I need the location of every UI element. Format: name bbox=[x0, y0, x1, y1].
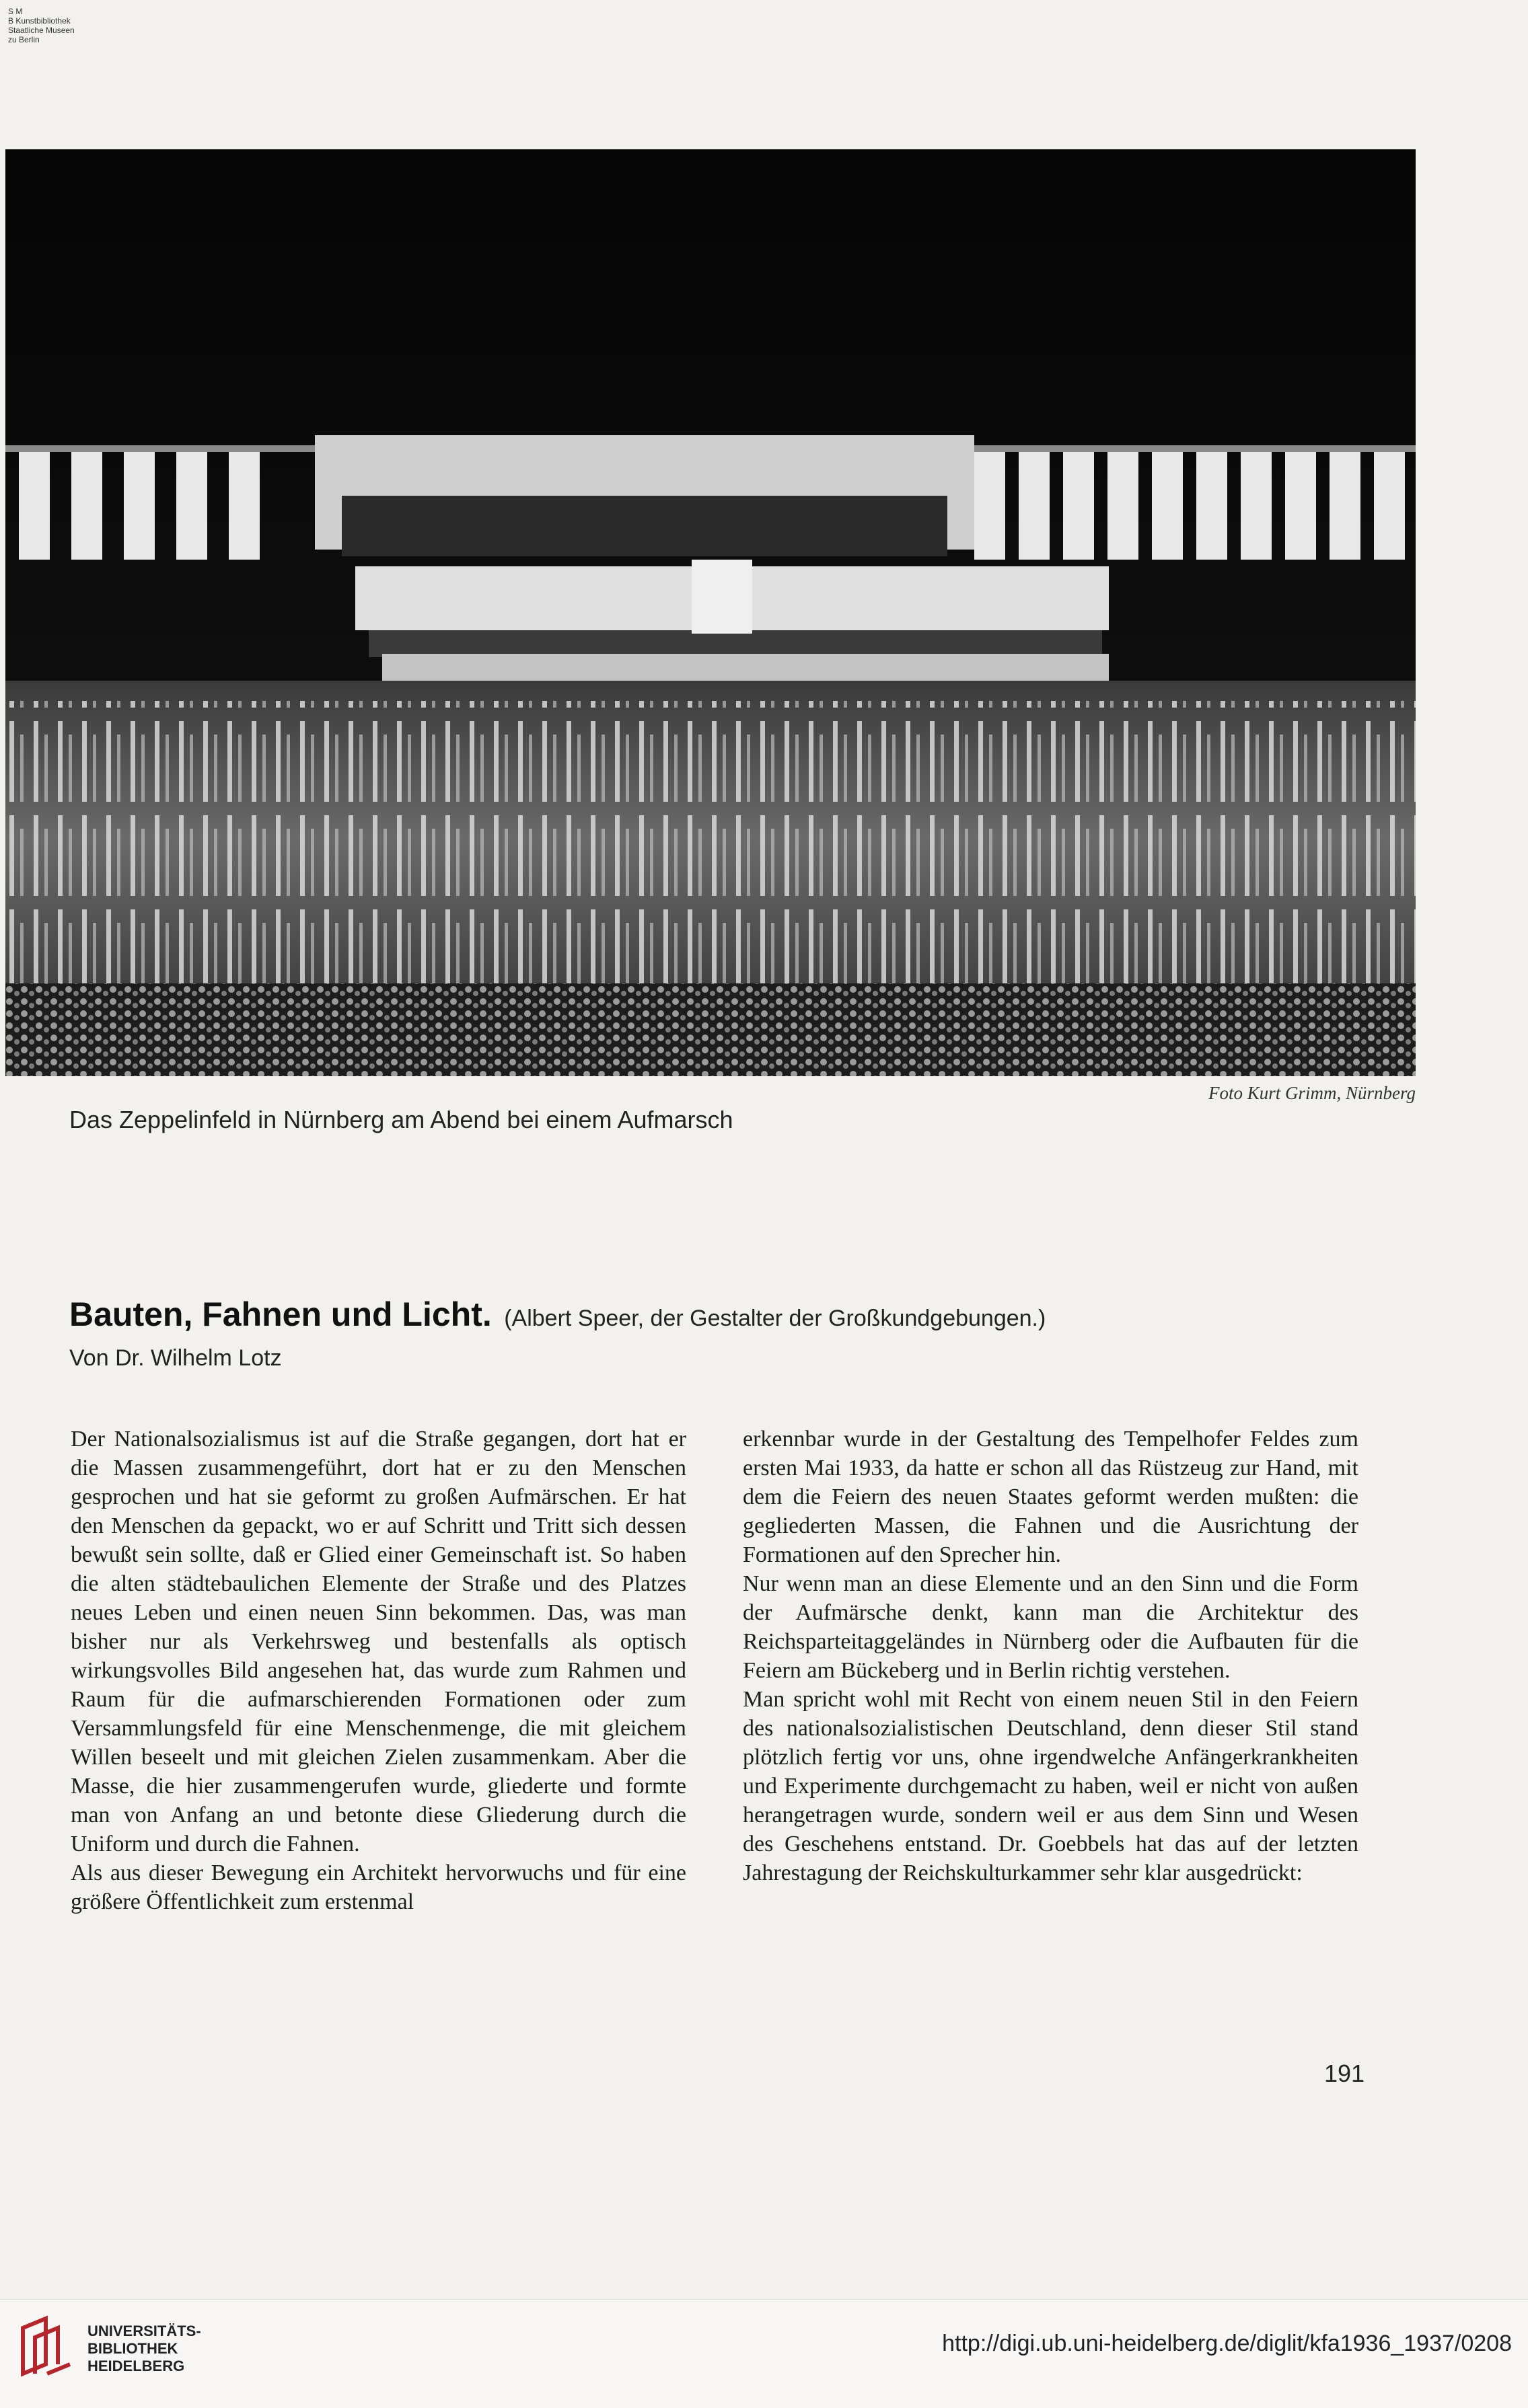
paragraph: Nur wenn man an diese Elemente und an den Sinn und die Form der Aufmärsche denkt, kann man die Architektur des Reichsparteitaggeländes in Nürnberg oder die Aufbauten für die Feiern am Bückeberg und in Berlin richtig verstehen. bbox=[743, 1571, 1358, 1683]
zeppelinfeld-photo bbox=[5, 149, 1416, 1076]
paragraph: erkennbar wurde in der Gestaltung des Tempelhofer Feldes zum ersten Mai 1933, da hatte er schon all das Rüstzeug zur Hand, mit dem die Feiern des neuen Staates geformt werden mußten: die gegliederten Massen, die Fahnen und die Ausrichtung der Formationen auf den Sprecher hin. bbox=[743, 1427, 1358, 1567]
source-url-link[interactable]: http://digi.ub.uni-heidelberg.de/diglit/kfa1936_1937/0208 bbox=[942, 2331, 1512, 2356]
library-name bbox=[87, 2323, 201, 2375]
text-column-right bbox=[743, 1425, 1358, 1887]
stamp-line: S M bbox=[8, 7, 23, 16]
stamp-line: Staatliche Museen bbox=[8, 26, 75, 35]
footer-bar bbox=[0, 2299, 1528, 2408]
article-heading bbox=[69, 1295, 1046, 1334]
paragraph: Man spricht wohl mit Recht von einem neuen Stil in den Feiern des nationalsozialistischen Deutschland, denn dieser Stil stand plötzlich fertig vor uns, ohne irgendwelche Anfängerkrankheiten und Experimente durchgemacht zu haben, weil er nicht von außen herangetragen wurde, sondern weil er aus dem Sinn und Wesen des Geschehens entstand. Dr. Goebbels hat das auf der letzten Jahrestagung der Reichskulturkammer sehr klar ausgedrückt: bbox=[743, 1687, 1358, 1885]
article-title: Bauten, Fahnen und Licht. bbox=[69, 1295, 492, 1333]
article-author: Von Dr. Wilhelm Lotz bbox=[69, 1345, 282, 1371]
library-name-line: HEIDELBERG bbox=[87, 2358, 185, 2374]
library-logo-icon bbox=[16, 2315, 77, 2379]
library-stamp bbox=[8, 7, 75, 44]
text-column-left bbox=[71, 1425, 686, 1916]
photo-credit: Foto Kurt Grimm, Nürnberg bbox=[1208, 1083, 1416, 1103]
page-number: 191 bbox=[1324, 2060, 1365, 2087]
photo-caption: Das Zeppelinfeld in Nürnberg am Abend bei einem Aufmarsch bbox=[69, 1106, 733, 1133]
paragraph: Als aus dieser Bewegung ein Architekt hervorwuchs und für eine größere Öffentlichkeit zum erstenmal bbox=[71, 1860, 686, 1914]
library-name-line: BIBLIOTHEK bbox=[87, 2340, 178, 2357]
stamp-line: B Kunstbibliothek bbox=[8, 16, 71, 26]
library-name-line: UNIVERSITÄTS- bbox=[87, 2323, 201, 2339]
article-subtitle: (Albert Speer, der Gestalter der Großkundgebungen.) bbox=[504, 1306, 1046, 1331]
stamp-line: zu Berlin bbox=[8, 35, 40, 44]
paragraph: Der Nationalsozialismus ist auf die Straße gegangen, dort hat er die Massen zusammengeführt, dort hat er zu den Menschen gesprochen und hat sie geformt zu großen Aufmärschen. Er hat den Menschen da gepackt, wo er auf Schritt und Tritt sich dessen bewußt sein sollte, daß er Glied einer Gemeinschaft ist. So haben die alten städtebaulichen Elemente der Straße und des Platzes neues Leben und einen neuen Sinn bekommen. Das, was man bisher nur als Verkehrsweg und bestenfalls als optisch wirkungsvolles Bild angesehen hat, das wurde zum Rahmen und Raum für die aufmarschierenden Formationen oder zum Versammlungsfeld für eine Menschenmenge, die mit gleichem Willen beseelt und mit gleichen Zielen zusammenkam. Aber die Masse, die hier zusammengerufen wurde, gliederte und formte man von Anfang an und betonte diese Gliederung durch die Uniform und durch die Fahnen. bbox=[71, 1427, 686, 1856]
